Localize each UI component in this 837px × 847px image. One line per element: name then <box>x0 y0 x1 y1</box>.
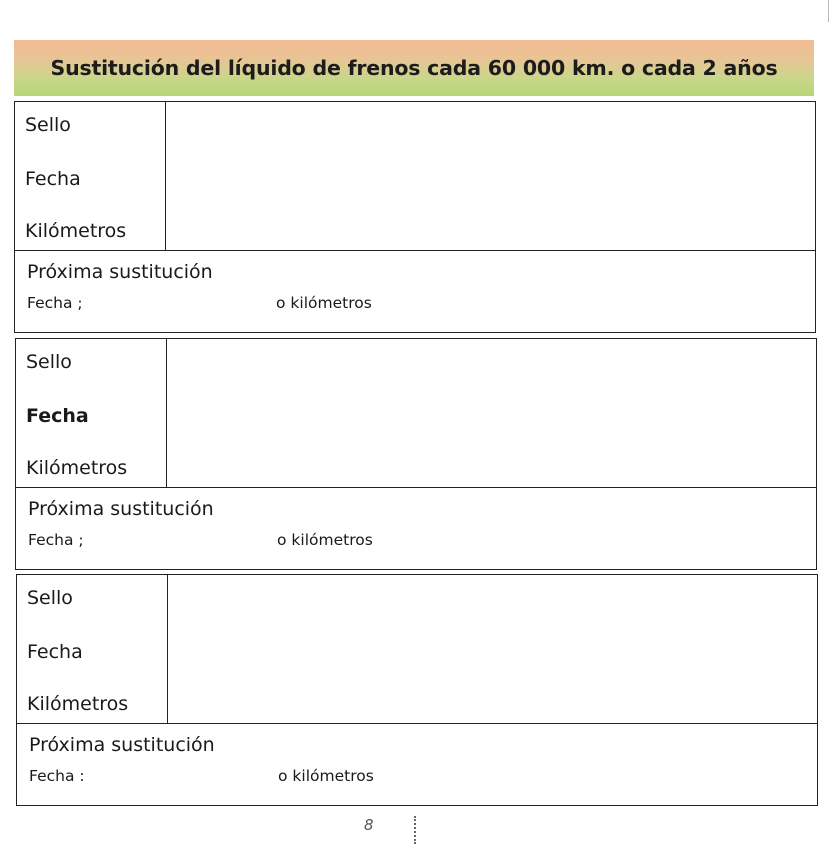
label-column <box>15 102 166 250</box>
next-fecha-label: Fecha ; <box>27 294 83 312</box>
next-replacement-title: Próxima sustitución <box>27 261 213 283</box>
fold-mark <box>414 816 416 844</box>
next-replacement-box <box>16 722 818 806</box>
page-edge-mark <box>828 0 829 22</box>
label-column <box>16 339 167 487</box>
service-record-2 <box>15 338 817 570</box>
record-entry-box <box>15 338 817 488</box>
page-number: 8 <box>364 816 374 834</box>
record-entry-box <box>14 101 816 251</box>
stamp-area[interactable] <box>167 339 816 487</box>
kilometros-label: Kilómetros <box>26 457 128 479</box>
kilometros-label: Kilómetros <box>27 693 129 715</box>
fecha-label: Fecha <box>27 641 83 663</box>
next-fecha-label: Fecha : <box>29 767 85 785</box>
page-title: Sustitución del líquido de frenos cada 60 000 km. o cada 2 años <box>50 56 778 80</box>
next-replacement-title: Próxima sustitución <box>29 734 215 756</box>
stamp-area[interactable] <box>168 575 817 723</box>
title-banner <box>14 40 814 96</box>
record-entry-box <box>16 574 818 724</box>
next-km-label: o kilómetros <box>278 767 374 785</box>
next-replacement-box <box>14 249 816 333</box>
next-replacement-box <box>15 486 817 570</box>
next-replacement-title: Próxima sustitución <box>28 498 214 520</box>
kilometros-label: Kilómetros <box>25 220 127 242</box>
service-record-3 <box>16 574 818 806</box>
service-record-1 <box>14 101 816 333</box>
sello-label: Sello <box>25 114 71 136</box>
stamp-area[interactable] <box>166 102 815 250</box>
fecha-label: Fecha <box>26 405 89 427</box>
next-km-label: o kilómetros <box>276 294 372 312</box>
label-column <box>17 575 168 723</box>
fecha-label: Fecha <box>25 168 81 190</box>
sello-label: Sello <box>27 587 73 609</box>
next-km-label: o kilómetros <box>277 531 373 549</box>
sello-label: Sello <box>26 351 72 373</box>
next-fecha-label: Fecha ; <box>28 531 84 549</box>
